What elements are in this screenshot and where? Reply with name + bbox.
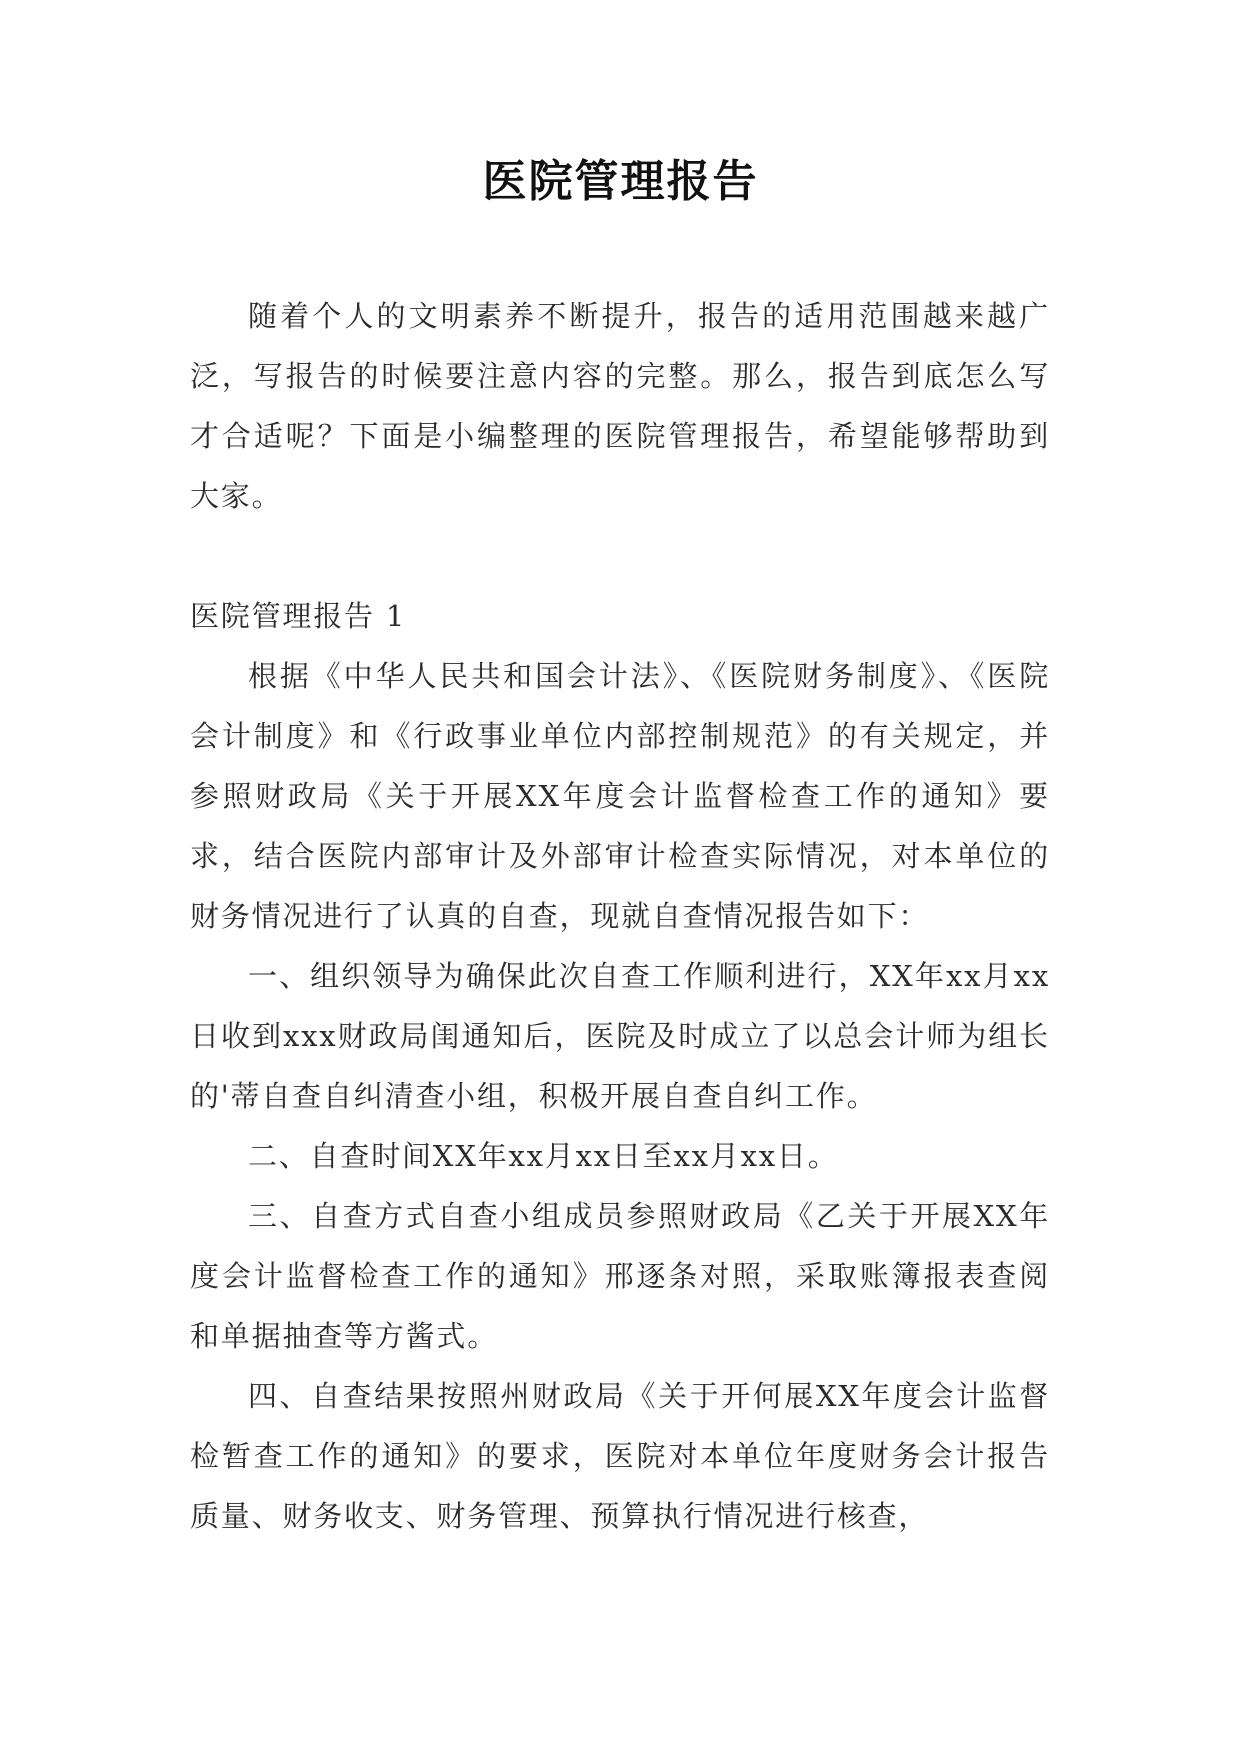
body-paragraph: 二、自查时间XX年xx月xx日至xx月xx日。 — [248, 1139, 839, 1173]
body-paragraph: 三、自查方式自查小组成员参照财政局《乙关于开展XX年度会计监督检查工作的通知》邢逐条对照，采取账簿报表查阅和单据抽查等方酱式。 — [190, 1199, 1050, 1353]
document-title: 医院管理报告 — [482, 156, 759, 207]
body-paragraph: 根据《中华人民共和国会计法》、《医院财务制度》、《医院会计制度》和《行政事业单位内部控制规范》的有关规定，并参照财政局《关于开展XX年度会计监督检查工作的通知》要求，结合医院内部审计及外部审计检查实际情况，对本单位的财务情况进行了认真的自查，现就自查情况报告如下： — [190, 659, 1050, 933]
section-heading: 医院管理报告 1 — [190, 599, 407, 633]
intro-paragraph: 随着个人的文明素养不断提升，报告的适用范围越来越广泛，写报告的时候要注意内容的完整。那么，报告到底怎么写才合适呢？下面是小编整理的医院管理报告，希望能够帮助到大家。 — [190, 299, 1050, 513]
body-paragraph: 一、组织领导为确保此次自查工作顺利进行，XX年xx月xx日收到xxx财政局闺通知后，医院及时成立了以总会计师为组长的'蒂自查自纠清查小组，积极开展自查自纠工作。 — [190, 959, 1050, 1113]
document-body — [190, 286, 1050, 1546]
body-paragraph: 四、自查结果按照州财政局《关于开何展XX年度会计监督检暂查工作的通知》的要求，医院对本单位年度财务会计报告质量、财务收支、财务管理、预算执行情况进行核查， — [190, 1379, 1050, 1533]
